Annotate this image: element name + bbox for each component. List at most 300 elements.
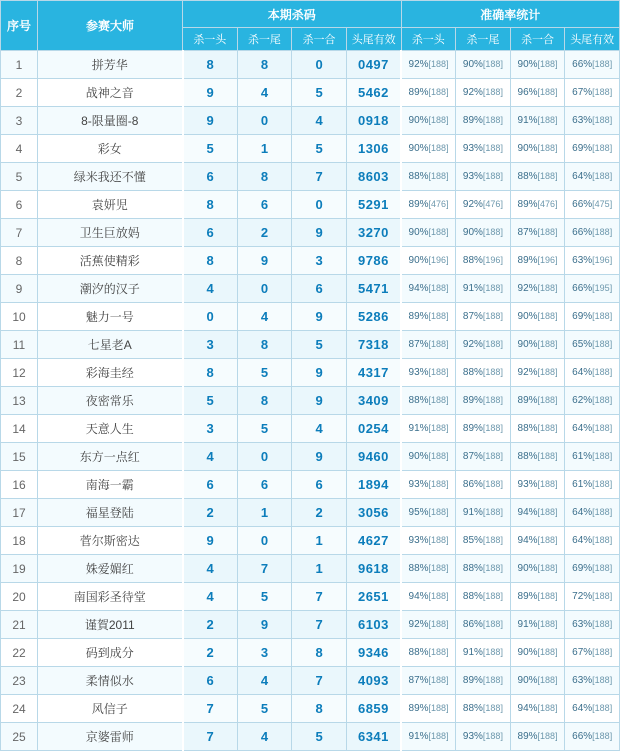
table-row[interactable]: [1, 555, 620, 583]
row-rate-head-tail: [565, 723, 620, 751]
table-row[interactable]: [1, 611, 620, 639]
row-rate-head-tail: [565, 415, 620, 443]
table-row[interactable]: [1, 51, 620, 79]
row-rate-one-set: [510, 723, 565, 751]
row-rate-head-tail-count: [188]: [592, 703, 613, 713]
row-rate-one-tail: [456, 163, 511, 191]
row-rate-one-tail-percent: 91%: [462, 647, 483, 658]
row-rate-one-set: [510, 275, 565, 303]
row-rate-head-tail-percent: 66%: [572, 59, 593, 70]
row-kill-one-set: 7: [292, 611, 347, 639]
row-kill-one-tail: 5: [237, 695, 292, 723]
table-row[interactable]: [1, 387, 620, 415]
row-rate-one-head-count: [188]: [428, 731, 449, 741]
row-rate-one-head-count: [188]: [428, 311, 449, 321]
row-rate-head-tail-percent: 66%: [572, 227, 593, 238]
row-rate-one-head-count: [188]: [428, 423, 449, 433]
header-head-tail-valid: 头尾有效: [346, 28, 401, 51]
row-master-name[interactable]: 8-限量圈-8: [38, 107, 183, 135]
table-row[interactable]: [1, 723, 620, 751]
row-kill-one-tail: 4: [237, 723, 292, 751]
row-rate-one-tail: [456, 443, 511, 471]
row-kill-one-tail: 5: [237, 583, 292, 611]
row-rate-head-tail-count: [188]: [592, 675, 613, 685]
row-rate-one-tail-count: [188]: [482, 563, 503, 573]
row-rate-head-tail: [565, 163, 620, 191]
row-rate-head-tail: [565, 303, 620, 331]
row-rate-head-tail: [565, 135, 620, 163]
row-rate-one-tail: [456, 219, 511, 247]
row-rate-one-head: [401, 107, 456, 135]
row-head-tail-valid: 9460: [346, 443, 401, 471]
row-rate-one-set-count: [196]: [537, 255, 558, 265]
row-rate-one-tail-count: [188]: [482, 479, 503, 489]
row-kill-one-tail: 8: [237, 387, 292, 415]
row-rate-one-tail: [456, 667, 511, 695]
table-row[interactable]: [1, 667, 620, 695]
table-header: [1, 1, 620, 51]
row-kill-one-tail: 1: [237, 499, 292, 527]
table-row[interactable]: [1, 219, 620, 247]
header-rate-one-tail: 杀一尾: [456, 28, 511, 51]
row-rate-one-tail-count: [188]: [482, 647, 503, 657]
row-kill-one-head: 4: [183, 275, 238, 303]
row-rate-head-tail-percent: 67%: [572, 647, 593, 658]
row-master-name[interactable]: 彩海圭经: [38, 359, 183, 387]
row-head-tail-valid: 0254: [346, 415, 401, 443]
row-master-name[interactable]: 潮汐的汉子: [38, 275, 183, 303]
row-kill-one-head: 5: [183, 387, 238, 415]
row-rate-one-tail-count: [476]: [482, 199, 503, 209]
row-rate-one-set-percent: 94%: [517, 535, 538, 546]
row-rate-one-tail-count: [188]: [482, 339, 503, 349]
row-rate-one-set-percent: 90%: [517, 143, 538, 154]
row-rate-one-tail: [456, 387, 511, 415]
row-rate-one-set-count: [188]: [537, 227, 558, 237]
row-rate-one-head: [401, 415, 456, 443]
row-master-name[interactable]: 菅尔斯密达: [38, 527, 183, 555]
row-rate-one-tail: [456, 107, 511, 135]
row-rate-one-head-percent: 88%: [408, 563, 429, 574]
row-kill-one-set: 0: [292, 191, 347, 219]
row-index: 13: [1, 387, 38, 415]
row-rate-one-tail-count: [188]: [482, 535, 503, 545]
row-kill-one-head: 7: [183, 723, 238, 751]
row-kill-one-head: 4: [183, 443, 238, 471]
row-rate-head-tail-percent: 64%: [572, 171, 593, 182]
row-rate-one-tail: [456, 527, 511, 555]
row-master-name[interactable]: 码到成分: [38, 639, 183, 667]
row-rate-one-tail: [456, 247, 511, 275]
row-rate-one-tail: [456, 331, 511, 359]
row-kill-one-set: 1: [292, 555, 347, 583]
row-head-tail-valid: 5471: [346, 275, 401, 303]
row-rate-one-head-percent: 90%: [408, 227, 429, 238]
row-rate-one-head-percent: 88%: [408, 171, 429, 182]
row-master-name[interactable]: 战神之音: [38, 79, 183, 107]
row-rate-one-tail: [456, 79, 511, 107]
row-head-tail-valid: 9618: [346, 555, 401, 583]
row-index: 17: [1, 499, 38, 527]
row-rate-one-head-count: [188]: [428, 115, 449, 125]
row-rate-one-set-count: [188]: [537, 367, 558, 377]
row-rate-one-set: [510, 695, 565, 723]
row-rate-head-tail-percent: 64%: [572, 367, 593, 378]
row-rate-one-set-count: [188]: [537, 115, 558, 125]
row-rate-one-tail-percent: 88%: [462, 563, 483, 574]
row-rate-one-head-percent: 89%: [408, 87, 429, 98]
row-kill-one-set: 9: [292, 443, 347, 471]
row-kill-one-set: 9: [292, 359, 347, 387]
row-rate-head-tail: [565, 387, 620, 415]
row-rate-head-tail: [565, 527, 620, 555]
row-rate-one-head: [401, 499, 456, 527]
row-kill-one-tail: 5: [237, 359, 292, 387]
row-rate-one-tail: [456, 359, 511, 387]
row-kill-one-set: 8: [292, 695, 347, 723]
row-head-tail-valid: 5462: [346, 79, 401, 107]
row-rate-one-head-percent: 90%: [408, 115, 429, 126]
row-rate-one-tail-percent: 91%: [462, 507, 483, 518]
table-row[interactable]: [1, 583, 620, 611]
row-rate-head-tail-count: [188]: [592, 731, 613, 741]
row-rate-one-set-percent: 90%: [517, 339, 538, 350]
row-rate-one-set: [510, 135, 565, 163]
row-rate-head-tail-percent: 63%: [572, 115, 593, 126]
row-index: 19: [1, 555, 38, 583]
row-rate-one-head: [401, 471, 456, 499]
row-rate-one-set: [510, 667, 565, 695]
row-rate-head-tail-percent: 66%: [572, 283, 593, 294]
row-rate-one-tail-count: [188]: [482, 115, 503, 125]
row-master-name[interactable]: 七星老A: [38, 331, 183, 359]
row-kill-one-tail: 4: [237, 667, 292, 695]
row-kill-one-head: 8: [183, 359, 238, 387]
row-head-tail-valid: 1306: [346, 135, 401, 163]
row-rate-one-tail: [456, 135, 511, 163]
row-rate-one-head-percent: 90%: [408, 143, 429, 154]
row-rate-one-set-percent: 90%: [517, 647, 538, 658]
row-rate-head-tail-percent: 64%: [572, 507, 593, 518]
row-rate-one-tail-count: [188]: [482, 87, 503, 97]
row-rate-head-tail-percent: 64%: [572, 535, 593, 546]
row-kill-one-set: 6: [292, 471, 347, 499]
row-rate-one-head-count: [188]: [428, 535, 449, 545]
row-rate-head-tail-percent: 72%: [572, 591, 593, 602]
row-rate-one-head-count: [188]: [428, 59, 449, 69]
row-rate-head-tail: [565, 219, 620, 247]
header-row-group: [1, 1, 620, 28]
row-rate-one-head-count: [196]: [428, 255, 449, 265]
row-index: 21: [1, 611, 38, 639]
row-rate-one-head-percent: 92%: [408, 59, 429, 70]
header-rate-head-tail: 头尾有效: [565, 28, 620, 51]
row-rate-head-tail: [565, 695, 620, 723]
row-rate-one-tail-percent: 90%: [462, 59, 483, 70]
row-rate-one-tail-percent: 85%: [462, 535, 483, 546]
row-master-name[interactable]: 彩女: [38, 135, 183, 163]
row-rate-head-tail: [565, 555, 620, 583]
table-row[interactable]: [1, 191, 620, 219]
row-rate-one-set-percent: 87%: [517, 227, 538, 238]
row-kill-one-head: 8: [183, 247, 238, 275]
row-head-tail-valid: 6341: [346, 723, 401, 751]
row-master-name[interactable]: 拼芳华: [38, 51, 183, 79]
row-rate-head-tail-count: [188]: [592, 451, 613, 461]
row-rate-one-set-percent: 89%: [517, 731, 538, 742]
row-rate-one-set: [510, 191, 565, 219]
table-row[interactable]: [1, 107, 620, 135]
table-row[interactable]: [1, 163, 620, 191]
row-kill-one-tail: 1: [237, 135, 292, 163]
row-kill-one-tail: 6: [237, 191, 292, 219]
row-kill-one-tail: 4: [237, 303, 292, 331]
row-rate-one-tail-percent: 88%: [462, 367, 483, 378]
table-body: [1, 51, 620, 751]
row-rate-one-set: [510, 527, 565, 555]
row-kill-one-head: 7: [183, 695, 238, 723]
row-rate-one-set: [510, 415, 565, 443]
row-head-tail-valid: 7318: [346, 331, 401, 359]
row-rate-one-set-count: [188]: [537, 171, 558, 181]
row-head-tail-valid: 6859: [346, 695, 401, 723]
row-rate-one-set-count: [188]: [537, 339, 558, 349]
row-rate-one-set: [510, 555, 565, 583]
row-rate-one-head-count: [188]: [428, 479, 449, 489]
row-rate-one-set-count: [188]: [537, 535, 558, 545]
row-head-tail-valid: 4093: [346, 667, 401, 695]
row-head-tail-valid: 4317: [346, 359, 401, 387]
table-row[interactable]: [1, 415, 620, 443]
row-index: 15: [1, 443, 38, 471]
row-rate-head-tail-percent: 69%: [572, 311, 593, 322]
row-rate-head-tail-count: [188]: [592, 311, 613, 321]
row-master-name[interactable]: 福星登陆: [38, 499, 183, 527]
row-rate-one-head-percent: 90%: [408, 255, 429, 266]
row-rate-one-head: [401, 191, 456, 219]
row-rate-one-head: [401, 275, 456, 303]
row-kill-one-head: 8: [183, 191, 238, 219]
row-rate-one-set: [510, 611, 565, 639]
row-rate-head-tail-count: [188]: [592, 563, 613, 573]
row-kill-one-head: 6: [183, 667, 238, 695]
row-head-tail-valid: 2651: [346, 583, 401, 611]
row-index: 2: [1, 79, 38, 107]
row-rate-one-set-count: [188]: [537, 451, 558, 461]
table-row[interactable]: [1, 695, 620, 723]
row-rate-one-tail: [456, 275, 511, 303]
row-kill-one-set: 6: [292, 275, 347, 303]
row-rate-one-head-count: [188]: [428, 171, 449, 181]
row-rate-one-set-count: [188]: [537, 311, 558, 321]
table-row[interactable]: [1, 135, 620, 163]
row-kill-one-head: 8: [183, 51, 238, 79]
row-rate-head-tail-percent: 66%: [572, 731, 593, 742]
row-rate-one-tail-percent: 93%: [462, 171, 483, 182]
row-rate-one-head-percent: 90%: [408, 451, 429, 462]
row-master-name[interactable]: 天意人生: [38, 415, 183, 443]
row-rate-one-head-percent: 89%: [408, 311, 429, 322]
row-rate-one-tail-count: [188]: [482, 591, 503, 601]
row-rate-one-set-percent: 94%: [517, 703, 538, 714]
row-rate-one-set: [510, 471, 565, 499]
row-rate-head-tail-percent: 61%: [572, 451, 593, 462]
table-row[interactable]: [1, 79, 620, 107]
row-rate-one-tail: [456, 639, 511, 667]
row-rate-one-tail-percent: 93%: [462, 143, 483, 154]
row-master-name[interactable]: 京婆雷师: [38, 723, 183, 751]
row-kill-one-head: 5: [183, 135, 238, 163]
row-rate-head-tail-count: [188]: [592, 59, 613, 69]
row-rate-head-tail: [565, 191, 620, 219]
row-rate-one-set-count: [188]: [537, 423, 558, 433]
row-master-name[interactable]: 东方一点红: [38, 443, 183, 471]
row-rate-one-head-percent: 91%: [408, 423, 429, 434]
row-master-name[interactable]: 绿米我还不懂: [38, 163, 183, 191]
row-rate-head-tail-count: [195]: [592, 283, 613, 293]
row-master-name[interactable]: 南海一霸: [38, 471, 183, 499]
table-row[interactable]: [1, 639, 620, 667]
row-master-name[interactable]: 魅力一号: [38, 303, 183, 331]
row-rate-one-tail-percent: 87%: [462, 451, 483, 462]
row-master-name[interactable]: 活蕉使精彩: [38, 247, 183, 275]
table-row[interactable]: [1, 499, 620, 527]
row-rate-one-tail-percent: 93%: [462, 731, 483, 742]
row-head-tail-valid: 9786: [346, 247, 401, 275]
row-rate-one-tail-count: [188]: [482, 675, 503, 685]
row-rate-one-set-count: [188]: [537, 59, 558, 69]
row-kill-one-tail: 7: [237, 555, 292, 583]
row-rate-one-head-count: [476]: [428, 199, 449, 209]
row-master-name[interactable]: 袁妍児: [38, 191, 183, 219]
table-row[interactable]: [1, 359, 620, 387]
row-rate-head-tail-percent: 64%: [572, 423, 593, 434]
row-rate-one-tail-percent: 88%: [462, 703, 483, 714]
row-rate-one-head: [401, 695, 456, 723]
row-index: 12: [1, 359, 38, 387]
row-index: 11: [1, 331, 38, 359]
row-kill-one-set: 8: [292, 639, 347, 667]
row-rate-one-head: [401, 247, 456, 275]
row-rate-one-tail-percent: 89%: [462, 115, 483, 126]
row-rate-head-tail-count: [188]: [592, 591, 613, 601]
table-row[interactable]: [1, 247, 620, 275]
row-rate-one-head: [401, 135, 456, 163]
header-group-accuracy: 准确率统计: [401, 1, 620, 28]
row-rate-one-tail: [456, 51, 511, 79]
table-row[interactable]: [1, 331, 620, 359]
row-rate-head-tail: [565, 499, 620, 527]
row-rate-head-tail-percent: 63%: [572, 619, 593, 630]
row-rate-one-tail: [456, 555, 511, 583]
row-index: 14: [1, 415, 38, 443]
row-rate-head-tail-percent: 61%: [572, 479, 593, 490]
row-master-name[interactable]: 南国彩圣待堂: [38, 583, 183, 611]
header-rate-one-head: 杀一头: [401, 28, 456, 51]
row-kill-one-set: 5: [292, 79, 347, 107]
table-row[interactable]: [1, 527, 620, 555]
row-master-name[interactable]: 谨賀2011: [38, 611, 183, 639]
row-kill-one-head: 2: [183, 611, 238, 639]
row-rate-one-set-percent: 92%: [517, 367, 538, 378]
row-rate-head-tail-percent: 63%: [572, 255, 593, 266]
row-rate-one-tail-count: [188]: [482, 143, 503, 153]
row-master-name[interactable]: 姝爱媚红: [38, 555, 183, 583]
row-rate-one-head-count: [188]: [428, 675, 449, 685]
row-master-name[interactable]: 卫生巨放妈: [38, 219, 183, 247]
row-rate-one-head-percent: 93%: [408, 535, 429, 546]
row-rate-one-set-count: [188]: [537, 619, 558, 629]
row-rate-one-head: [401, 163, 456, 191]
row-index: 6: [1, 191, 38, 219]
row-rate-head-tail-percent: 66%: [572, 199, 593, 210]
row-rate-one-set-count: [188]: [537, 87, 558, 97]
row-master-name[interactable]: 柔情似水: [38, 667, 183, 695]
row-rate-one-set-count: [188]: [537, 703, 558, 713]
row-rate-head-tail: [565, 471, 620, 499]
table-row[interactable]: [1, 275, 620, 303]
table-row[interactable]: [1, 471, 620, 499]
row-rate-one-tail-percent: 91%: [462, 283, 483, 294]
table-row[interactable]: [1, 443, 620, 471]
row-rate-one-set-percent: 88%: [517, 171, 538, 182]
row-rate-one-tail-percent: 87%: [462, 311, 483, 322]
row-rate-one-tail: [456, 471, 511, 499]
row-rate-one-tail-percent: 86%: [462, 479, 483, 490]
row-kill-one-set: 9: [292, 303, 347, 331]
row-rate-one-tail-count: [188]: [482, 423, 503, 433]
row-rate-one-set: [510, 219, 565, 247]
row-index: 16: [1, 471, 38, 499]
row-rate-one-head: [401, 723, 456, 751]
row-index: 24: [1, 695, 38, 723]
row-kill-one-tail: 3: [237, 639, 292, 667]
row-rate-one-head: [401, 555, 456, 583]
row-kill-one-tail: 2: [237, 219, 292, 247]
row-rate-head-tail: [565, 639, 620, 667]
row-head-tail-valid: 6103: [346, 611, 401, 639]
row-rate-head-tail: [565, 359, 620, 387]
row-rate-head-tail: [565, 275, 620, 303]
row-head-tail-valid: 9346: [346, 639, 401, 667]
row-kill-one-tail: 8: [237, 51, 292, 79]
row-master-name[interactable]: 风信子: [38, 695, 183, 723]
row-master-name[interactable]: 夜密常乐: [38, 387, 183, 415]
row-kill-one-head: 6: [183, 163, 238, 191]
row-rate-one-tail-percent: 92%: [462, 339, 483, 350]
row-rate-one-set-percent: 89%: [517, 255, 538, 266]
row-kill-one-set: 1: [292, 527, 347, 555]
row-rate-head-tail-count: [188]: [592, 339, 613, 349]
row-rate-head-tail-count: [188]: [592, 227, 613, 237]
row-rate-head-tail-count: [475]: [592, 199, 613, 209]
table-row[interactable]: [1, 303, 620, 331]
row-rate-one-head: [401, 583, 456, 611]
row-rate-one-tail-percent: 86%: [462, 619, 483, 630]
row-rate-head-tail-percent: 65%: [572, 339, 593, 350]
row-rate-one-tail-percent: 92%: [462, 87, 483, 98]
row-rate-head-tail-count: [188]: [592, 115, 613, 125]
row-kill-one-set: 4: [292, 415, 347, 443]
row-rate-one-head-count: [188]: [428, 143, 449, 153]
header-kill-one-tail: 杀一尾: [237, 28, 292, 51]
row-rate-one-tail-percent: 89%: [462, 395, 483, 406]
row-rate-one-head: [401, 303, 456, 331]
row-rate-one-set-percent: 89%: [517, 591, 538, 602]
row-rate-head-tail: [565, 667, 620, 695]
row-rate-head-tail-percent: 69%: [572, 563, 593, 574]
row-kill-one-tail: 8: [237, 331, 292, 359]
